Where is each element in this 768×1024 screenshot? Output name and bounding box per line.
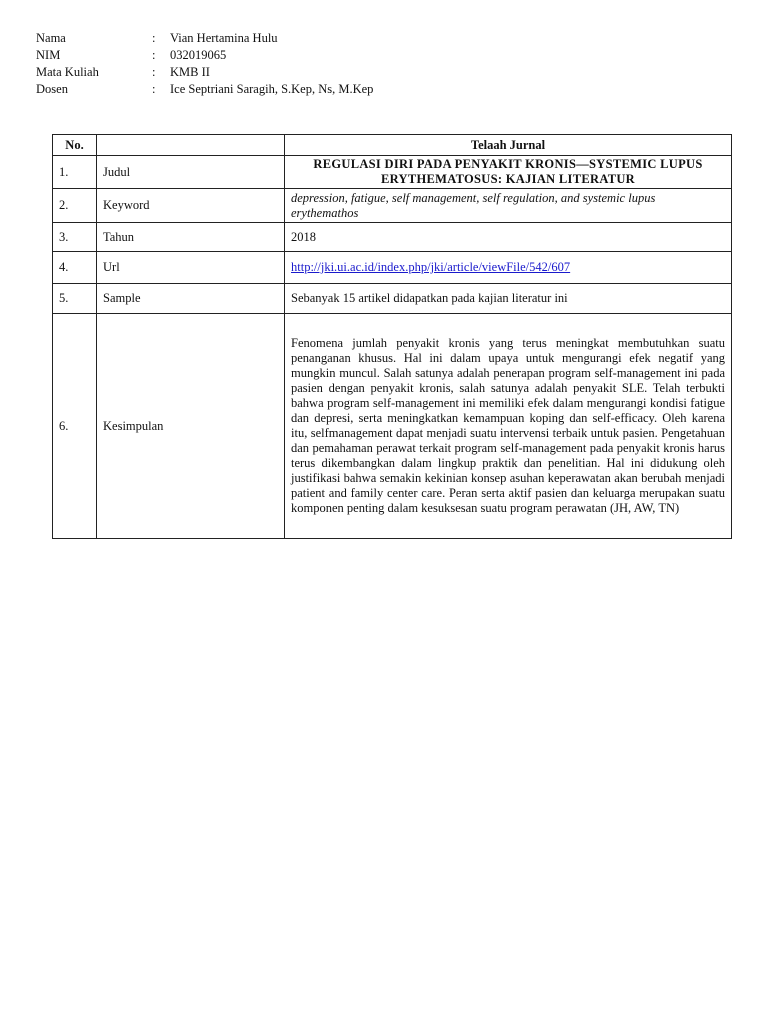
row-field: Judul (97, 156, 285, 189)
info-row-dosen (36, 81, 373, 98)
row-field: Keyword (97, 189, 285, 223)
info-row-mata-kuliah (36, 64, 373, 81)
journal-url-link[interactable]: http://jki.ui.ac.id/index.php/jki/article/viewFile/542/607 (291, 260, 571, 274)
journal-sample: Sebanyak 15 artikel didapatkan pada kajian literatur ini (285, 284, 732, 314)
journal-title: REGULASI DIRI PADA PENYAKIT KRONIS—SYSTEMIC LUPUS ERYTHEMATOSUS: KAJIAN LITERATUR (285, 156, 732, 189)
journal-year: 2018 (285, 223, 732, 252)
info-label: NIM (36, 48, 61, 62)
info-value: 032019065 (170, 48, 227, 62)
row-field: Tahun (97, 223, 285, 252)
row-number: 1. (53, 156, 97, 189)
header-no: No. (53, 135, 97, 156)
info-label: Mata Kuliah (36, 65, 99, 79)
header-blank (97, 135, 285, 156)
row-field: Sample (97, 284, 285, 314)
info-colon: : (152, 65, 156, 79)
table-row (53, 314, 732, 539)
info-value: Ice Septriani Saragih, S.Kep, Ns, M.Kep (170, 82, 374, 96)
info-value: KMB II (170, 65, 210, 79)
info-colon: : (152, 82, 156, 96)
student-info-block (36, 30, 373, 98)
row-field: Kesimpulan (97, 314, 285, 539)
info-value: Vian Hertamina Hulu (170, 31, 278, 45)
journal-review-table (52, 134, 732, 539)
row-number: 2. (53, 189, 97, 223)
table-row (53, 156, 732, 189)
table-row (53, 252, 732, 284)
table-header-row (53, 135, 732, 156)
header-telaah-jurnal: Telaah Jurnal (285, 135, 732, 156)
info-colon: : (152, 48, 156, 62)
row-number: 5. (53, 284, 97, 314)
info-colon: : (152, 31, 156, 45)
info-label: Dosen (36, 82, 68, 96)
info-row-nama (36, 30, 373, 47)
row-field: Url (97, 252, 285, 284)
row-number: 3. (53, 223, 97, 252)
table-row (53, 189, 732, 223)
table-row (53, 223, 732, 252)
journal-conclusion: Fenomena jumlah penyakit kronis yang terus meningkat membutuhkan suatu penanganan khusus. Hal ini dalam upaya untuk mengurangi efek negatif yang mungkin muncul. Salah satunya adalah penerapan program self-management ini pada pasien dengan penyakit kronis, salah satunya adalah penyakit SLE. Telah terbukti bahwa program self-management ini memiliki efek dalam mengurangi kondisi fatigue dan depresi, serta meningkatkan kemampuan koping dan self-efficacy. Oleh karena itu, selfmanagement dapat menjadi suatu intervensi terbaik untuk pasien. Pengetahuan dan pemahaman perawat terkait program self-management pada penyakit kronis harus terus dikembangkan dalam lingkup praktik dan penelitian. Hal ini didukung oleh justifikasi bahwa semakin kekinian konsep asuhan keperawatan akan berubah menjadi patient and family center care. Peran serta aktif pasien dan keluarga merupakan suatu komponen penting dalam kesuksesan suatu program perawatan (JH, AW, TN) (285, 314, 732, 539)
info-row-nim (36, 47, 373, 64)
journal-url-cell (285, 252, 732, 284)
info-label: Nama (36, 31, 66, 45)
row-number: 6. (53, 314, 97, 539)
row-number: 4. (53, 252, 97, 284)
table-row (53, 284, 732, 314)
journal-keywords: depression, fatigue, self management, self regulation, and systemic lupus erythemathos (285, 189, 732, 223)
